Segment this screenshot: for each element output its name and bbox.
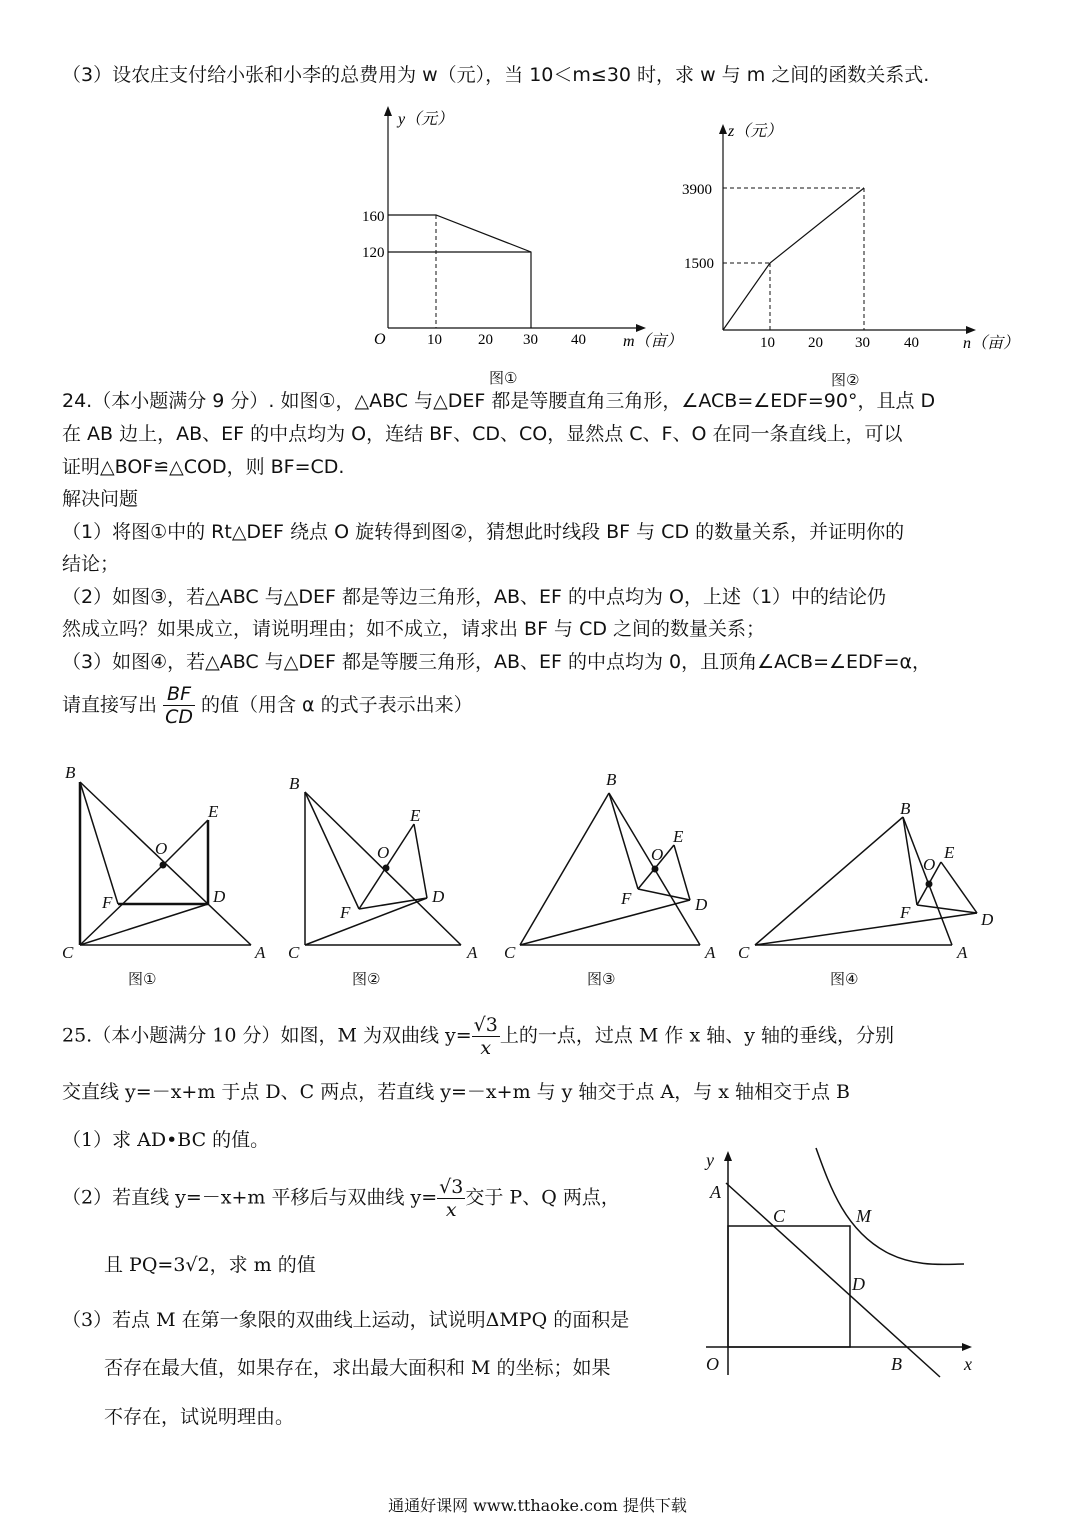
svg-text:F: F xyxy=(621,889,632,908)
svg-text:A: A xyxy=(957,943,968,962)
svg-text:O: O xyxy=(651,845,664,864)
svg-text:O: O xyxy=(923,855,936,874)
graph2-ytick-1500: 1500 xyxy=(684,256,714,272)
graph1-ytick-120: 120 xyxy=(362,245,385,261)
q25-line2: 交直线 y=－x+m 于点 D、C 两点，若直线 y=－x+m 与 y 轴交于点 A，与 x 轴相交于点 B xyxy=(62,1081,850,1103)
q25-figure xyxy=(696,1140,986,1385)
graph2-ytick-3900: 3900 xyxy=(682,182,712,198)
q25-line8: 不存在，试说明理由。 xyxy=(104,1406,295,1428)
graph2-caption: 图② xyxy=(831,371,860,389)
svg-text:x: x xyxy=(964,1354,972,1374)
svg-text:E: E xyxy=(208,802,219,821)
svg-text:A: A xyxy=(467,943,478,962)
q24-line9: （3）如图④，若△ABC 与△DEF 都是等腰三角形，AB、EF 的中点均为 0，且顶角∠ACB=∠EDF=α， xyxy=(62,651,932,673)
graph-2 xyxy=(680,118,1020,368)
svg-text:D: D xyxy=(213,887,226,906)
graph2-xtick-20: 20 xyxy=(808,335,823,351)
svg-text:B: B xyxy=(606,770,617,789)
svg-text:B: B xyxy=(891,1354,902,1374)
svg-text:D: D xyxy=(852,1274,865,1294)
svg-text:D: D xyxy=(981,910,994,929)
svg-text:O: O xyxy=(706,1354,719,1374)
q24-line6: 结论； xyxy=(62,553,120,575)
sqrt3-over-x-fraction: $\frac{√3}{x}$ xyxy=(473,1014,498,1059)
q25-line5: 且 PQ=3√2，求 m 的值 xyxy=(104,1254,316,1276)
q24-fig2-caption: 图② xyxy=(352,970,381,988)
graph1-xtick-10: 10 xyxy=(427,332,442,348)
q24-line2: 在 AB 边上，AB、EF 的中点均为 O，连结 BF、CD、CO，显然点 C、F、O 在同一条直线上，可以 xyxy=(62,423,903,445)
q24-line4: 解决问题 xyxy=(62,488,139,510)
svg-text:D: D xyxy=(432,887,445,906)
svg-text:M: M xyxy=(856,1206,871,1226)
graph1-xlabel: m（亩） xyxy=(623,333,683,350)
q25-line3: （1）求 AD•BC 的值。 xyxy=(62,1129,270,1151)
q24-line10-post: 的值（用含 α 的式子表示出来） xyxy=(201,694,473,716)
graph1-caption: 图① xyxy=(489,369,518,387)
footer: 通通好课网 www.tthaoke.com 提供下载 xyxy=(388,1496,687,1515)
svg-text:B: B xyxy=(65,763,76,782)
q24-fig4-caption: 图④ xyxy=(830,970,859,988)
svg-text:A: A xyxy=(705,943,716,962)
bf-over-cd-fraction: $\frac{BF}{CD}$ xyxy=(165,683,193,728)
graph1-xtick-20: 20 xyxy=(478,332,493,348)
q25-line4: （2）若直线 y=－x+m 平移后与双曲线 y= $\frac{√3}{x}$ 交于 P、Q 两点， xyxy=(62,1176,620,1221)
svg-text:C: C xyxy=(773,1206,786,1226)
graph1-origin: O xyxy=(374,331,386,348)
graph1-ylabel: y（元） xyxy=(398,111,454,128)
q25-line7: 否存在最大值，如果存在，求出最大面积和 M 的坐标；如果 xyxy=(104,1357,611,1379)
svg-text:D: D xyxy=(695,895,708,914)
svg-text:O: O xyxy=(377,843,390,862)
graph2-xtick-10: 10 xyxy=(760,335,775,351)
graph1-xtick-40: 40 xyxy=(571,332,586,348)
q24-line10 xyxy=(62,683,473,728)
graph1-xtick-30: 30 xyxy=(523,332,538,348)
svg-text:E: E xyxy=(673,827,684,846)
svg-text:F: F xyxy=(900,903,911,922)
q24-line5: （1）将图①中的 Rt△DEF 绕点 O 旋转得到图②，猜想此时线段 BF 与 CD 的数量关系，并证明你的 xyxy=(62,521,905,543)
graph2-xtick-30: 30 xyxy=(855,335,870,351)
q24-figures xyxy=(55,762,1005,992)
svg-text:E: E xyxy=(944,843,955,862)
q25-line1: 25.（本小题满分 10 分）如图，M 为双曲线 y= $\frac{√3}{x}$ 上的一点，过点 M 作 x 轴、y 轴的垂线，分别 xyxy=(62,1014,894,1059)
svg-text:y: y xyxy=(706,1150,714,1170)
svg-text:C: C xyxy=(738,943,750,962)
svg-text:C: C xyxy=(288,943,300,962)
svg-text:F: F xyxy=(102,893,113,912)
q24-line8: 然成立吗？如果成立，请说明理由；如不成立，请求出 BF 与 CD 之间的数量关系； xyxy=(62,618,766,640)
q24-line3: 证明△BOF≌△COD，则 BF=CD. xyxy=(62,456,345,478)
q24-line1: 24.（本小题满分 9 分）. 如图①，△ABC 与△DEF 都是等腰直角三角形，∠ACB=∠EDF=90°，且点 D xyxy=(62,390,936,412)
svg-text:F: F xyxy=(340,903,351,922)
graph-1 xyxy=(360,100,690,390)
svg-text:B: B xyxy=(900,799,911,818)
q24-fig1-caption: 图① xyxy=(128,970,157,988)
graph2-xlabel: n（亩） xyxy=(963,335,1020,352)
graph1-ytick-160: 160 xyxy=(362,209,385,225)
svg-text:E: E xyxy=(410,806,421,825)
graph2-xtick-40: 40 xyxy=(904,335,919,351)
q25-line6: （3）若点 M 在第一象限的双曲线上运动，试说明ΔMPQ 的面积是 xyxy=(62,1309,630,1331)
q24-line10-pre: 请直接写出 xyxy=(62,694,158,716)
sqrt3-over-x-fraction-2: $\frac{√3}{x}$ xyxy=(439,1176,464,1221)
svg-text:O: O xyxy=(155,839,168,858)
q23-part3: （3）设农庄支付给小张和小李的总费用为 w（元），当 10＜m≤30 时，求 w 与 m 之间的函数关系式. xyxy=(62,64,930,86)
svg-text:A: A xyxy=(710,1182,721,1202)
svg-text:C: C xyxy=(62,943,74,962)
svg-text:B: B xyxy=(289,774,300,793)
q24-fig3-caption: 图③ xyxy=(587,970,616,988)
svg-text:A: A xyxy=(255,943,266,962)
graph2-ylabel: z（元） xyxy=(728,123,783,140)
q24-line7: （2）如图③，若△ABC 与△DEF 都是等边三角形，AB、EF 的中点均为 O，上述（1）中的结论仍 xyxy=(62,586,887,608)
svg-text:C: C xyxy=(504,943,516,962)
